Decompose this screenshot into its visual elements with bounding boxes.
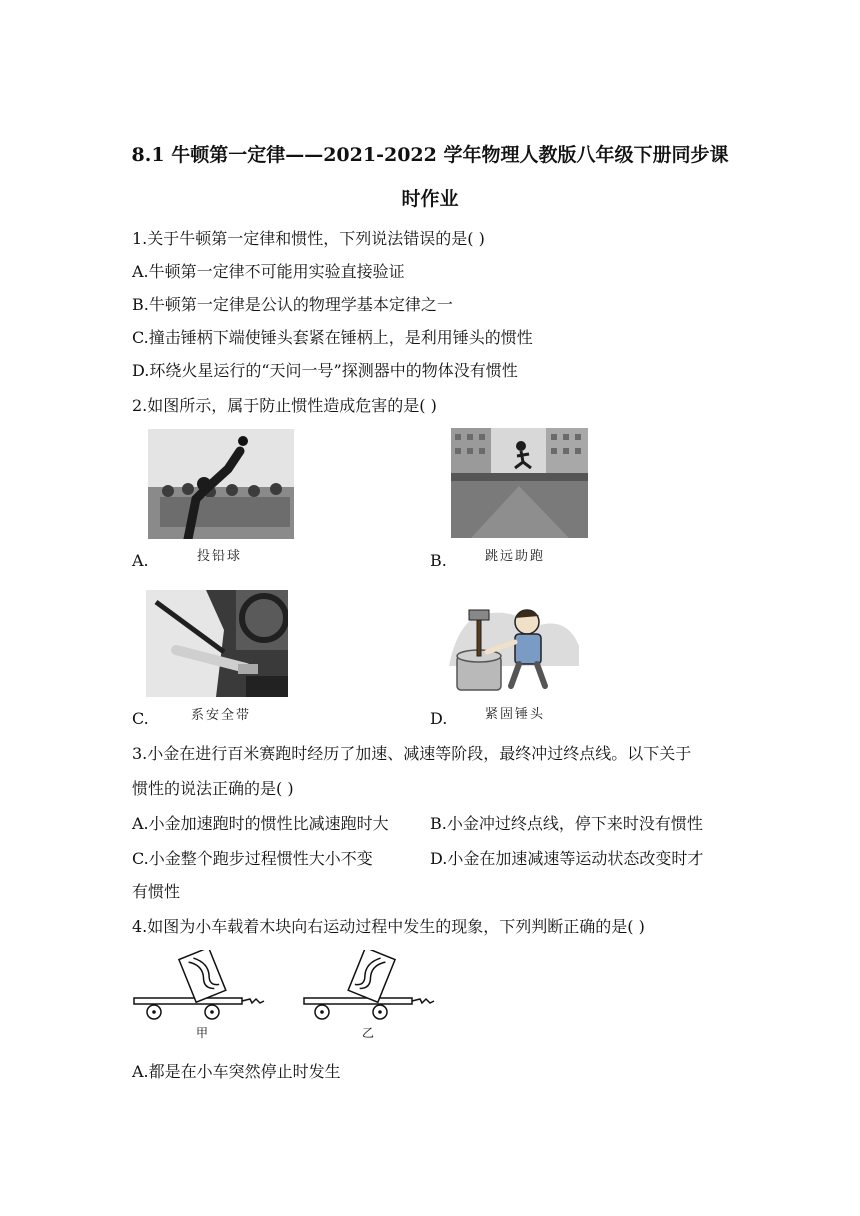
- question-2-option-a-caption: 投铅球: [197, 549, 243, 564]
- question-2-option-c-letter: C.: [132, 709, 149, 728]
- question-4-stem: 4.如图为小车载着木块向右运动过程中发生的现象，下列判断正确的是( ): [132, 917, 645, 936]
- figure-label-yi: 乙: [362, 1026, 375, 1040]
- question-3-option-d: D.小金在加速减速等运动状态改变时才: [430, 849, 704, 868]
- page-title: 8.1 牛顿第一定律——2021-2022 学年物理人教版八年级下册同步课: [131, 144, 729, 166]
- question-1-stem: 1.关于牛顿第一定律和惯性，下列说法错误的是( ): [132, 229, 485, 248]
- question-3-option-d-continued: 有惯性: [132, 882, 181, 901]
- long-jump-photo: [451, 428, 588, 538]
- question-2-option-c-caption: 系安全带: [191, 708, 252, 723]
- question-3-option-c: C.小金整个跑步过程惯性大小不变: [132, 849, 373, 868]
- seatbelt-photo: [146, 590, 288, 697]
- question-1-option-d: D.环绕火星运行的“天问一号”探测器中的物体没有惯性: [132, 361, 518, 380]
- question-3-option-a: A.小金加速跑时的惯性比减速跑时大: [132, 814, 389, 833]
- question-2-option-d-caption: 紧固锤头: [485, 707, 546, 722]
- question-3-stem: 3.小金在进行百米赛跑时经历了加速、减速等阶段，最终冲过终点线。以下关于: [132, 744, 692, 763]
- question-2-option-b-letter: B.: [430, 551, 447, 570]
- shot-put-photo: [148, 429, 294, 539]
- page-title-continued: 时作业: [401, 188, 459, 210]
- hammer-cartoon: [447, 586, 581, 692]
- cart-figure-jia: [132, 950, 266, 1040]
- question-2-option-b-caption: 跳远助跑: [485, 549, 546, 564]
- question-2-stem: 2.如图所示，属于防止惯性造成危害的是( ): [132, 396, 437, 415]
- cart-figure-yi: [300, 950, 436, 1040]
- question-4-option-a: A.都是在小车突然停止时发生: [132, 1062, 341, 1081]
- question-3-stem-continued: 惯性的说法正确的是( ): [132, 779, 294, 798]
- question-1-option-c: C.撞击锤柄下端使锤头套紧在锤柄上，是利用锤头的惯性: [132, 328, 533, 347]
- question-1-option-a: A.牛顿第一定律不可能用实验直接验证: [132, 262, 405, 281]
- question-1-option-b: B.牛顿第一定律是公认的物理学基本定律之一: [132, 295, 453, 314]
- question-3-option-b: B.小金冲过终点线，停下来时没有惯性: [430, 814, 703, 833]
- question-2-option-a-letter: A.: [132, 551, 149, 570]
- question-2-option-d-letter: D.: [430, 709, 448, 728]
- figure-label-jia: 甲: [196, 1026, 209, 1040]
